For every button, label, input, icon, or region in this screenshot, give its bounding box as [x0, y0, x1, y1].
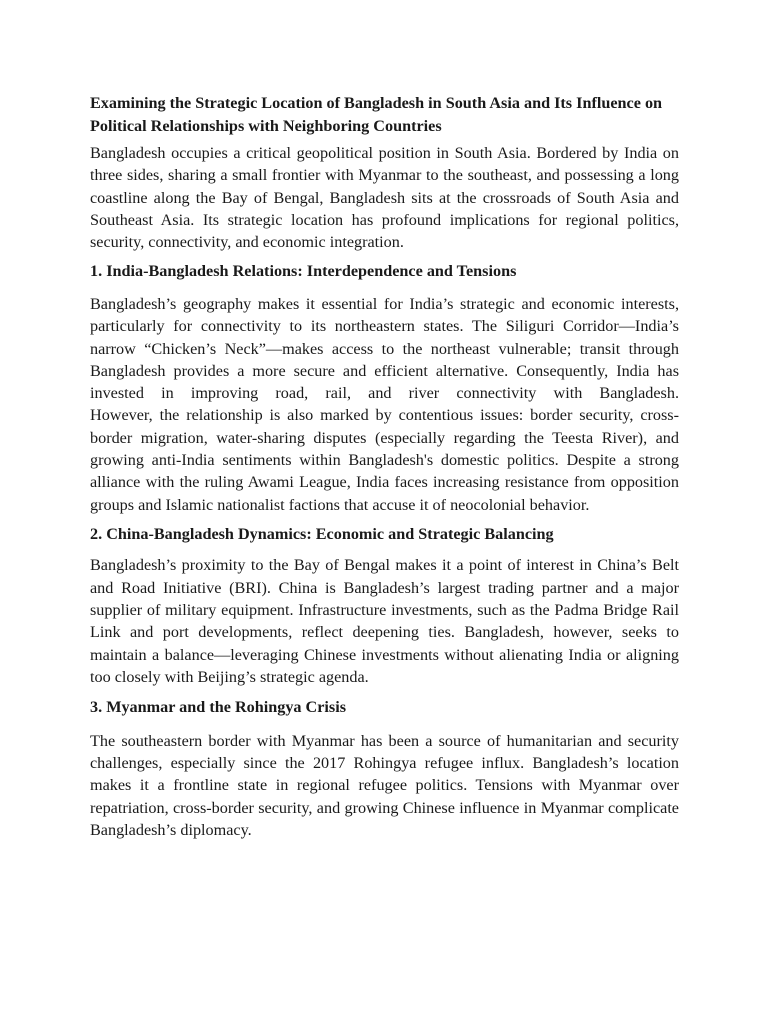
section-heading-china: 2. China-Bangladesh Dynamics: Economic and Strategic Balancing: [90, 524, 554, 543]
section-heading-india: 1. India-Bangladesh Relations: Interdependence and Tensions: [90, 262, 517, 281]
document-title: Examining the Strategic Location of Bangladesh in South Asia and Its Influence on Political Relationships with Neighboring Countries: [90, 94, 663, 135]
section-heading-myanmar: 3. Myanmar and the Rohingya Crisis: [90, 698, 347, 717]
myanmar-paragraph: The southeastern border with Myanmar has been a source of humanitarian and security challenges, especially since the 2017 Rohingya refugee influx. Bangladesh’s location makes it a frontline state in regional refugee politics. Tensions with Myanmar over repatriation, cross-border security, and growing Chinese influence in Myanmar complicate Bangladesh’s diplomacy.: [90, 731, 679, 839]
india-paragraph-2: However, the relationship is also marked by contentious issues: border security, cross-border migration, water-sharing disputes (especially regarding the Teesta River), and growing anti-India sentiments within Bangladesh's domestic politics. Despite a strong alliance with the ruling Awami League, India faces increasing resistance from opposition groups and Islamic nationalist factions that accuse it of neocolonial behavior.: [90, 406, 679, 514]
document-page: [90, 92, 679, 841]
china-paragraph: Bangladesh’s proximity to the Bay of Bengal makes it a point of interest in China’s Belt and Road Initiative (BRI). China is Bangladesh’s largest trading partner and a major supplier of military equipment. Infrastructure investments, such as the Padma Bridge Rail Link and port developments, reflect deepening ties. Bangladesh, however, seeks to maintain a balance—leveraging Chinese investments without alienating India or aligning too closely with Beijing’s strategic agenda.: [90, 556, 679, 686]
india-paragraph-1: Bangladesh’s geography makes it essential for India’s strategic and economic interests, particularly for connectivity to its northeastern states. The Siliguri Corridor—India’s narrow “Chicken’s Neck”—makes access to the northeast vulnerable; transit through Bangladesh provides a more secure and efficient alternative. Consequently, India has invested in improving road, rail, and river connectivity with Bangladesh.: [90, 294, 679, 403]
intro-paragraph: Bangladesh occupies a critical geopolitical position in South Asia. Bordered by India on three sides, sharing a small frontier with Myanmar to the southeast, and possessing a long coastline along the Bay of Bengal, Bangladesh sits at the crossroads of South Asia and Southeast Asia. Its strategic location has profound implications for regional politics, security, connectivity, and economic integration.: [90, 144, 679, 252]
